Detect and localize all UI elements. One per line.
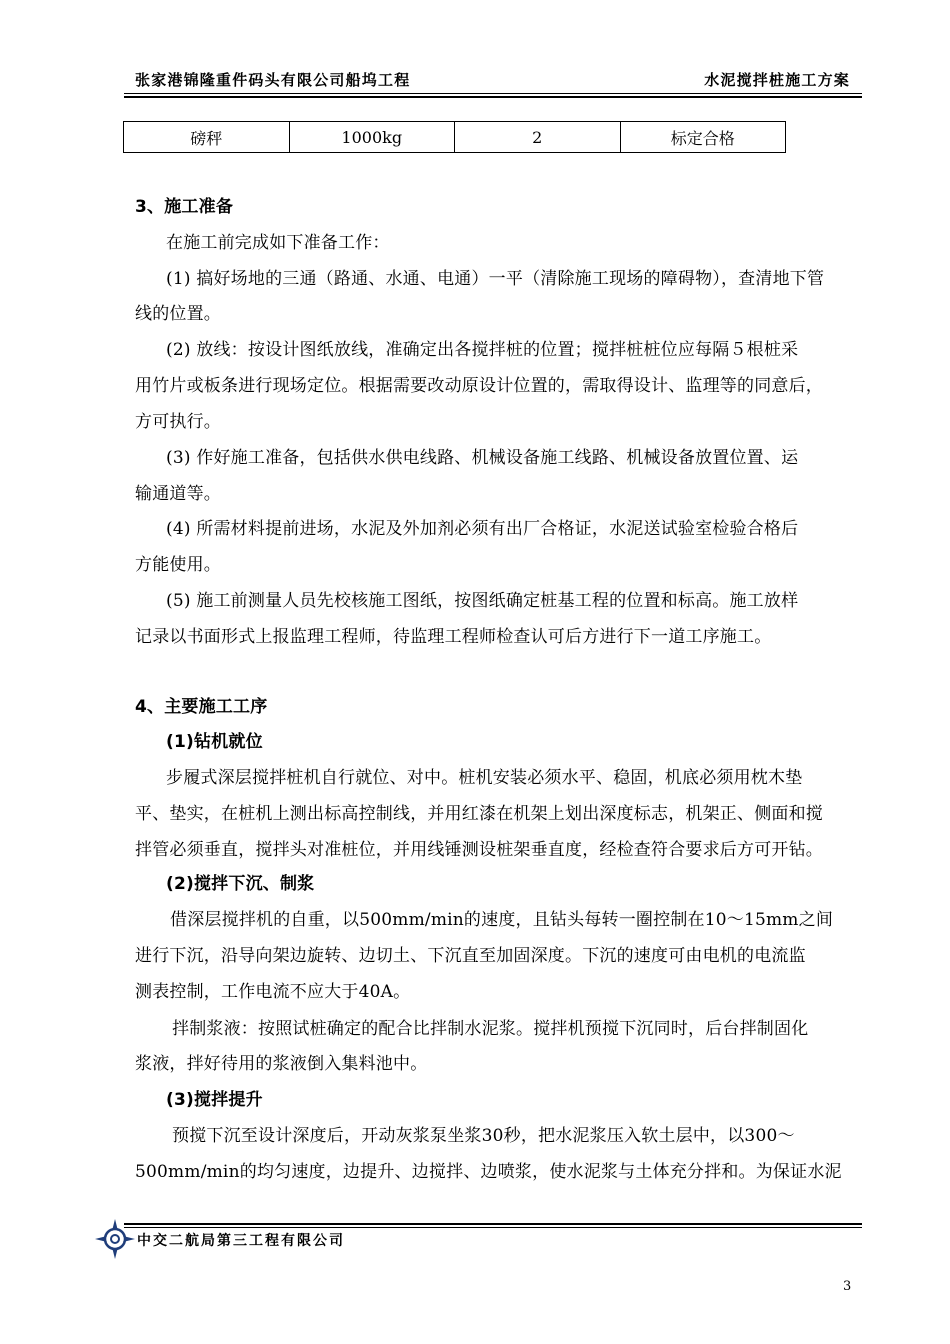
paragraph-line: 测表控制，工作电流不应大于40A。	[135, 982, 411, 1002]
paragraph-line: 500mm/min的均匀速度，边提升、边搅拌、边喷浆，使水泥浆与土体充分拌和。为保证水泥	[135, 1162, 842, 1182]
paragraph-line: 浆液，拌好待用的浆液倒入集料池中。	[135, 1054, 428, 1074]
paragraph-line: 记录以书面形式上报监理工程师，待监理工程师检查认可后方进行下一道工序施工。	[135, 627, 772, 647]
paragraph-line: 拌管必须垂直，搅拌头对准桩位，并用线锤测设桩架垂直度，经检查符合要求后方可开钻。	[135, 840, 823, 860]
paragraph-line: 进行下沉，沿导向架边旋转、边切土、下沉直至加固深度。下沉的速度可由电机的电流监	[135, 946, 806, 966]
header-document-title: 水泥搅拌桩施工方案	[704, 71, 850, 89]
paragraph-line: 预搅下沉至设计深度后，开动灰浆泵坐浆30秒，把水泥浆压入软土层中，以300～	[172, 1126, 795, 1146]
paragraph-line: 方可执行。	[135, 412, 221, 432]
paragraph-line: 用竹片或板条进行现场定位。根据需要改动原设计位置的，需取得设计、监理等的同意后，	[135, 376, 823, 396]
header-rule	[124, 93, 862, 94]
paragraph-line: (4) 所需材料提前进场，水泥及外加剂必须有出厂合格证，水泥送试验室检验合格后	[166, 519, 799, 539]
company-logo-icon	[94, 1218, 136, 1260]
section-3-heading: 3、施工准备	[135, 197, 234, 217]
paragraph-line: 输通道等。	[135, 484, 221, 504]
footer-rule	[124, 1227, 862, 1228]
subsection-heading: (3)搅拌提升	[166, 1090, 263, 1110]
paragraph-line: 线的位置。	[135, 304, 221, 324]
paragraph-line: 借深层搅拌机的自重，以500mm/min的速度，且钻头每转一圈控制在10～15mm之间	[170, 910, 834, 930]
paragraph-line: (3) 作好施工准备，包括供水供电线路、机械设备施工线路、机械设备放置位置、运	[166, 448, 799, 468]
paragraph-line: (2) 放线：按设计图纸放线，准确定出各搅拌桩的位置；搅拌桩桩位应每隔５根桩采	[166, 340, 799, 360]
paragraph-line: 方能使用。	[135, 555, 221, 575]
header-project-name: 张家港锦隆重件码头有限公司船坞工程	[135, 71, 411, 89]
footer-rule-thick	[124, 1223, 862, 1225]
footer-company-name: 中交二航局第三工程有限公司	[137, 1233, 345, 1249]
page-number: 3	[843, 1279, 852, 1294]
paragraph-line: 在施工前完成如下准备工作：	[166, 233, 390, 253]
equipment-spec-cell: 1000kg	[289, 122, 455, 153]
subsection-heading: (1)钻机就位	[166, 732, 263, 752]
equipment-qty-cell: 2	[455, 122, 621, 153]
table-row	[124, 122, 786, 153]
paragraph-line: (5) 施工前测量人员先校核施工图纸，按图纸确定桩基工程的位置和标高。施工放样	[166, 591, 799, 611]
paragraph-line: 平、垫实，在桩机上测出标高控制线，并用红漆在机架上划出深度标志，机架正、侧面和搅	[135, 804, 823, 824]
equipment-table	[123, 121, 786, 153]
section-4-heading: 4、主要施工工序	[135, 697, 268, 717]
paragraph-line: (1) 搞好场地的三通（路通、水通、电通）一平（清除施工现场的障碍物），查清地下管	[166, 269, 825, 289]
paragraph-line: 步履式深层搅拌桩机自行就位、对中。桩机安装必须水平、稳固，机底必须用枕木垫	[166, 768, 803, 788]
paragraph-line: 拌制浆液：按照试桩确定的配合比拌制水泥浆。搅拌机预搅下沉同时，后台拌制固化	[172, 1019, 809, 1039]
equipment-name-cell: 磅秤	[124, 122, 290, 153]
header-rule-thick	[124, 96, 862, 98]
subsection-heading: (2)搅拌下沉、制浆	[166, 874, 315, 894]
equipment-status-cell: 标定合格	[620, 122, 786, 153]
